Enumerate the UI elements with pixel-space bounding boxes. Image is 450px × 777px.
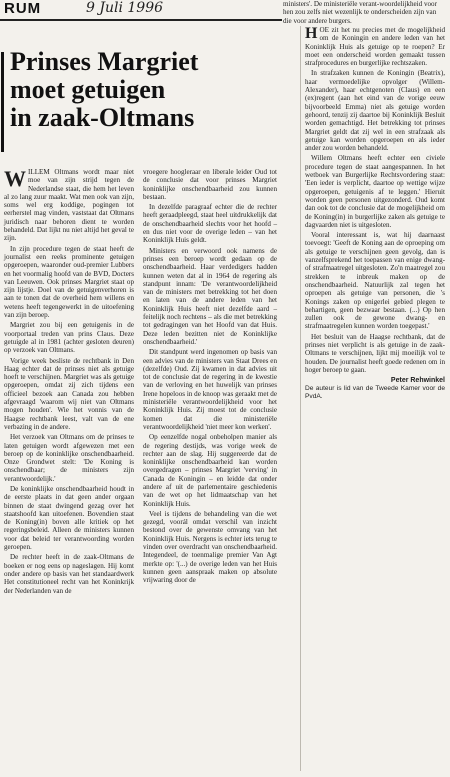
handwritten-date: 9 Juli 1996	[86, 0, 164, 16]
paragraph: Ministers en verwoord ook namens de prinses een beroep wordt gedaan op de onschendbaarheid. Haar verdedigers hadden kunnen weten dat al in 1964 de regering als standpunt innam: 'De verantwoordelijkheid van de ministers met betrekking tot het doen en laten van de andere leden van het Koninklijk Huis heeft niet dezelfde aard – feitelijk noch rechtens – als die met betrekking tot gedragingen van het Hoofd van dat Huis. Deze leden bezitten niet de Koninklijke onschendbaarheid.'	[143, 246, 277, 346]
previous-article-text: ministers'. De ministeriële verant-woordelijkheid voor hen zou zelfs niet wezenlijk te onderscheiden zijn van die voor andere burgers.	[283, 0, 437, 25]
paragraph: In strafzaken kunnen de Koningin (Beatrix), haar vermoedelijke opvolger (Willem-Alexander), haar echtgenoten (Claus) en een (ex)regent (aan het eind van de vorige eeuw bijvoorbeeld Emma) niet als getuige worden gehoord, tenzij zij daartoe bij Koninklijk Besluit worden gemachtigd. Het betrekking tot prinses Margriet geldt dat zij wel in een strafzaak als getuige kan worden opgeroepen en als ieder ander zou worden behandeld.	[305, 69, 445, 153]
paragraph: De rechter heeft in de zaak-Oltmans de boeken er nog eens op nageslagen. Hij komt onder andere op basis van het standaardwerk Het constitutioneel recht van het Koninkrijk der Nederlanden van de	[4, 553, 134, 595]
author-byline: Peter Rehwinkel	[390, 377, 445, 385]
dropcap: H	[305, 25, 318, 42]
dropcap: W	[4, 166, 26, 191]
column-divider	[300, 26, 301, 771]
article-column-right	[305, 26, 445, 772]
author-note: De auteur is lid van de Tweede Kamer voor de PvdA.	[305, 385, 445, 401]
paragraph: Veel is tijdens de behandeling van die wet gezegd, voorál omdat verschil van inzicht bestond over de gewenste omvang van het Koninklijk Huis. Nergens is echter iets terug te vinden over overdracht van onschendbaarheid. Integendeel, de toenmalige premier Van Agt merkte op: '(...) de overige leden van het Huis kunnen geen aanspraak maken op absolute vrijwaring door de	[143, 509, 277, 585]
paragraph: Vooral interessant is, wat hij daarnaast toevoegt: 'Geeft de Koning aan de oproeping om als getuige te verschijnen geen gevolg, dan is vanzelfsprekend het toepassen van enige dwang- of strafmaatregel uitgesloten. Zo'n maatregel zou strekken te inbreuk maken op de onschendbaarheid. Natuurlijk zal tegen het oproepen als getuige van personen, die 's Konings zaken op enigerlei gebied plegen te behartigen, geen bezwaar bestaan. (...) Op hen zullen ook de gewone dwang- en strafmaatregelen kunnen worden toegepast.'	[305, 231, 445, 331]
paragraph: Margriet zou bij een getuigenis in de voorportaal treden van prins Claus. Deze getuigde al in 1981 (achter gesloten deuren) op verzoek van Oltmans.	[4, 321, 134, 355]
top-rule	[0, 19, 282, 21]
headline-line-2: moet getuigen	[10, 75, 166, 104]
masthead	[4, 0, 164, 18]
paragraph: Willem Oltmans heeft echter een civiele procedure tegen de staat aangespannen. In het wetboek van Burgerlijke Rechtsvordering staat: 'Een ieder is verplicht, daartoe op wettige wijze opgeroepen, getuigenis af te leggen.' Hieruit worden geen personen uitgezonderd. Oud komt dan ook tot de conclusie dat de mogelijkheid om de Koning(in) in burgerlijke zaken als getuige te dagvaarden niet is uitgesloten.	[305, 154, 445, 229]
headline-bar	[1, 52, 4, 152]
paragraph: Vorige week besliste de rechtbank in Den Haag echter dat de prinses niet als getuige hoeft te verschijnen. Margriet was als getuige opgeroepen, omdat zij zich tijdens een officieel bezoek aan Canada zou hebben afgevraagd 'waarom wij niet van Oltmans mogen houden'. Wie het vonnis van de Haagse rechtbank leest, valt van de ene verbazing in de andere.	[4, 356, 134, 431]
article-headline	[10, 48, 280, 132]
paragraph: Op eenzelfde nogal onbeholpen manier als de regering destijds, was vorige week de rechter aan de slag. Hij suggereerde dat de koninklijke onschendbaarheid kan worden overgedragen – prinses Margriet 'verving' in Canada de Koningin – en leidde dat onder andere af uit de parlementaire geschiedenis van de wet op het lidmaatschap van het Koninklijk Huis.	[143, 433, 277, 508]
article-column-middle	[143, 168, 277, 772]
paragraph: WILLEM Oltmans wordt maar niet moe van zijn strijd tegen de Nederlandse staat, die hem het leven al zo lang zuur maakt. Wat men ook van zijn, soms wel erg koddige, pogingen tot eerherstel mag vinden, vaststaat dat Oltmans juridisch naar behoren dient te worden behandeld. Dat lijkt nu niet altijd het geval te zijn.	[4, 166, 134, 243]
paragraph: Het besluit van de Haagse rechtbank, dat de prinses niet verplicht is als getuige in de zaak-Oltmans te verschijnen, lijkt mij moeilijk vol te houden. De journalist heeft goede redenen om in hoger beroep te gaan.	[305, 332, 445, 374]
paragraph: HOE zit het nu precies met de mogelijkheid om de Koningin en andere leden van het Koninklijk Huis als getuige op te roepen? Er moet een onderscheid worden gemaakt tussen strafprocedures en burgerlijke rechtszaken.	[305, 25, 445, 68]
paragraph: Het verzoek van Oltmans om de prinses te laten getuigen wordt afgewezen met een beroep op de koninklijke onschendbaarheid. Onze Grondwet stelt: 'De Koning is onschendbaar; de ministers zijn verantwoordelijk.'	[4, 433, 134, 483]
paragraph: Dit standpunt werd ingenomen op basis van een advies van de ministers van Staat Drees en (dezelfde) Oud. Zij kwamen in dat advies uit tot de conclusie dat de regering in de kwestie van de verloving en het huwelijk van prinses Irene hopeloos in de knoop was geraakt met de ministeriële verantwoordelijkheid voor het Koninklijk Huis. Zij moest tot de conclusie komen dat die ministeriële verantwoordelijkheid 'niet meer kon werken'.	[143, 348, 277, 431]
paragraph: vroegere hoogleraar en liberale leider Oud tot de conclusie dat voor prinses Margriet koninklijke onschendbaarheid zou kunnen bestaan.	[143, 168, 277, 201]
newspaper-name-fragment: RUM	[4, 0, 42, 17]
article-column-left	[4, 168, 134, 772]
previous-article-fragment	[283, 0, 445, 25]
paragraph: De koninklijke onschendbaarheid houdt in de eerste plaats in dat geen ander orgaan binnen de staat dwingend gezag over het staatshoofd kan uitoefenen. Bovendien staat de Koning(in) boven alle kritiek op het regeringsbeleid. Alleen de ministers kunnen voor dat beleid ter verantwoording worden geroepen.	[4, 484, 134, 552]
headline-line-3: in zaak-Oltmans	[10, 103, 195, 132]
paragraph: In zijn procedure tegen de staat heeft de journalist een reeks prominente getuigen opgeroepen, waaronder oud-premier Lubbers en het voormalig hoofd van de BVD, Docters van Leeuwen. Ook prinses Margriet staat op zijn lijstje. Doel van de getuigenverhoren is aan te tonen dat de overheid hem willens en wetens heeft tegengewerkt in de uitoefening van zijn beroep.	[4, 244, 134, 320]
headline-line-1: Prinses Margriet	[10, 47, 199, 76]
paragraph: In dezelfde paragraaf echter die de rechter heeft geraadpleegd, staat heel uitdrukkelijk dat de onschendbaarheid slechts voor het hoofd – en dus niet voor de overige leden – van het Koninklijk Huis geldt.	[143, 203, 277, 245]
